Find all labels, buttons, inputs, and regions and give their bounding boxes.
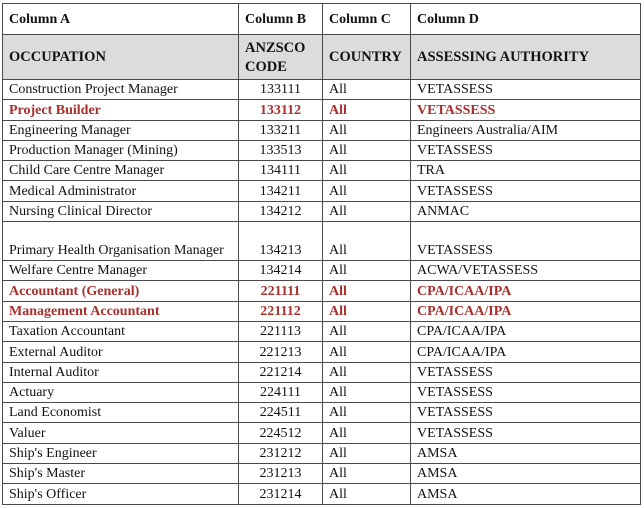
anzsco-code-cell: 134213 bbox=[239, 222, 323, 261]
occupation-cell: Project Builder bbox=[3, 100, 239, 120]
anzsco-code-cell: 134212 bbox=[239, 201, 323, 221]
column-d-label: Column D bbox=[411, 4, 641, 35]
occupation-cell: Construction Project Manager bbox=[3, 80, 239, 100]
assessing-authority-header: ASSESSING AUTHORITY bbox=[411, 35, 641, 80]
anzsco-code-cell: 133111 bbox=[239, 80, 323, 100]
table-row bbox=[3, 403, 641, 423]
country-header: COUNTRY bbox=[323, 35, 411, 80]
assessing-authority-cell: CPA/ICAA/IPA bbox=[411, 301, 641, 321]
assessing-authority-cell: VETASSESS bbox=[411, 222, 641, 261]
country-cell: All bbox=[323, 80, 411, 100]
anzsco-header-line1: ANZSCO bbox=[245, 40, 306, 56]
anzsco-code-cell: 231212 bbox=[239, 443, 323, 463]
assessing-authority-cell: VETASSESS bbox=[411, 362, 641, 382]
occupation-cell: Management Accountant bbox=[3, 301, 239, 321]
country-cell: All bbox=[323, 261, 411, 281]
anzsco-code-cell: 224512 bbox=[239, 423, 323, 443]
country-cell: All bbox=[323, 423, 411, 443]
occupation-cell: Land Economist bbox=[3, 403, 239, 423]
assessing-authority-cell: CPA/ICAA/IPA bbox=[411, 281, 641, 301]
country-cell: All bbox=[323, 403, 411, 423]
table-row bbox=[3, 201, 641, 221]
occupation-cell: External Auditor bbox=[3, 342, 239, 362]
country-cell: All bbox=[323, 161, 411, 181]
assessing-authority-cell: AMSA bbox=[411, 464, 641, 484]
assessing-authority-cell: VETASSESS bbox=[411, 423, 641, 443]
table-row bbox=[3, 222, 641, 261]
assessing-authority-cell: VETASSESS bbox=[411, 140, 641, 160]
occupation-cell: Accountant (General) bbox=[3, 281, 239, 301]
table-row bbox=[3, 80, 641, 100]
anzsco-code-cell: 134214 bbox=[239, 261, 323, 281]
occupation-header: OCCUPATION bbox=[3, 35, 239, 80]
column-b-label: Column B bbox=[239, 4, 323, 35]
occupation-cell: Actuary bbox=[3, 382, 239, 402]
anzsco-code-cell: 231214 bbox=[239, 484, 323, 504]
country-cell: All bbox=[323, 321, 411, 341]
table-row bbox=[3, 443, 641, 463]
anzsco-header-line2: CODE bbox=[245, 59, 287, 75]
table-row bbox=[3, 261, 641, 281]
anzsco-code-cell: 224511 bbox=[239, 403, 323, 423]
anzsco-code-cell: 133513 bbox=[239, 140, 323, 160]
anzsco-code-header bbox=[239, 35, 323, 80]
column-c-label: Column C bbox=[323, 4, 411, 35]
table-row bbox=[3, 301, 641, 321]
occupation-cell: Child Care Centre Manager bbox=[3, 161, 239, 181]
assessing-authority-cell: VETASSESS bbox=[411, 181, 641, 201]
assessing-authority-cell: VETASSESS bbox=[411, 403, 641, 423]
table-row bbox=[3, 161, 641, 181]
table-row bbox=[3, 321, 641, 341]
country-cell: All bbox=[323, 301, 411, 321]
occupation-cell: Nursing Clinical Director bbox=[3, 201, 239, 221]
table-row bbox=[3, 484, 641, 504]
column-label-row bbox=[3, 4, 641, 35]
table-row bbox=[3, 382, 641, 402]
assessing-authority-cell: CPA/ICAA/IPA bbox=[411, 321, 641, 341]
country-cell: All bbox=[323, 342, 411, 362]
anzsco-code-cell: 221213 bbox=[239, 342, 323, 362]
occupation-table bbox=[2, 3, 641, 505]
table-row bbox=[3, 281, 641, 301]
table-row bbox=[3, 362, 641, 382]
anzsco-code-cell: 221111 bbox=[239, 281, 323, 301]
occupation-cell: Ship's Engineer bbox=[3, 443, 239, 463]
assessing-authority-cell: ANMAC bbox=[411, 201, 641, 221]
country-cell: All bbox=[323, 484, 411, 504]
assessing-authority-cell: Engineers Australia/AIM bbox=[411, 120, 641, 140]
column-a-label: Column A bbox=[3, 4, 239, 35]
assessing-authority-cell: VETASSESS bbox=[411, 80, 641, 100]
occupation-cell: Valuer bbox=[3, 423, 239, 443]
country-cell: All bbox=[323, 201, 411, 221]
table-row bbox=[3, 140, 641, 160]
occupation-cell: Primary Health Organisation Manager bbox=[3, 222, 239, 261]
country-cell: All bbox=[323, 120, 411, 140]
country-cell: All bbox=[323, 362, 411, 382]
table-row bbox=[3, 464, 641, 484]
country-cell: All bbox=[323, 181, 411, 201]
assessing-authority-cell: VETASSESS bbox=[411, 100, 641, 120]
country-cell: All bbox=[323, 443, 411, 463]
table-row bbox=[3, 100, 641, 120]
anzsco-code-cell: 221113 bbox=[239, 321, 323, 341]
anzsco-code-cell: 221112 bbox=[239, 301, 323, 321]
occupation-cell: Ship's Master bbox=[3, 464, 239, 484]
assessing-authority-cell: TRA bbox=[411, 161, 641, 181]
anzsco-code-cell: 231213 bbox=[239, 464, 323, 484]
assessing-authority-cell: CPA/ICAA/IPA bbox=[411, 342, 641, 362]
anzsco-code-cell: 134111 bbox=[239, 161, 323, 181]
anzsco-code-cell: 133112 bbox=[239, 100, 323, 120]
occupation-cell: Production Manager (Mining) bbox=[3, 140, 239, 160]
country-cell: All bbox=[323, 100, 411, 120]
anzsco-code-cell: 224111 bbox=[239, 382, 323, 402]
anzsco-code-cell: 134211 bbox=[239, 181, 323, 201]
occupation-cell: Taxation Accountant bbox=[3, 321, 239, 341]
table-row bbox=[3, 120, 641, 140]
country-cell: All bbox=[323, 222, 411, 261]
country-cell: All bbox=[323, 281, 411, 301]
table-body bbox=[3, 4, 641, 505]
table-row bbox=[3, 342, 641, 362]
anzsco-code-cell: 221214 bbox=[239, 362, 323, 382]
assessing-authority-cell: AMSA bbox=[411, 443, 641, 463]
field-header-row bbox=[3, 35, 641, 80]
assessing-authority-cell: ACWA/VETASSESS bbox=[411, 261, 641, 281]
assessing-authority-cell: AMSA bbox=[411, 484, 641, 504]
assessing-authority-cell: VETASSESS bbox=[411, 382, 641, 402]
occupation-cell: Welfare Centre Manager bbox=[3, 261, 239, 281]
occupation-cell: Ship's Officer bbox=[3, 484, 239, 504]
occupation-cell: Internal Auditor bbox=[3, 362, 239, 382]
table-row bbox=[3, 181, 641, 201]
anzsco-code-cell: 133211 bbox=[239, 120, 323, 140]
table-row bbox=[3, 423, 641, 443]
occupation-cell: Engineering Manager bbox=[3, 120, 239, 140]
country-cell: All bbox=[323, 140, 411, 160]
country-cell: All bbox=[323, 382, 411, 402]
country-cell: All bbox=[323, 464, 411, 484]
occupation-cell: Medical Administrator bbox=[3, 181, 239, 201]
